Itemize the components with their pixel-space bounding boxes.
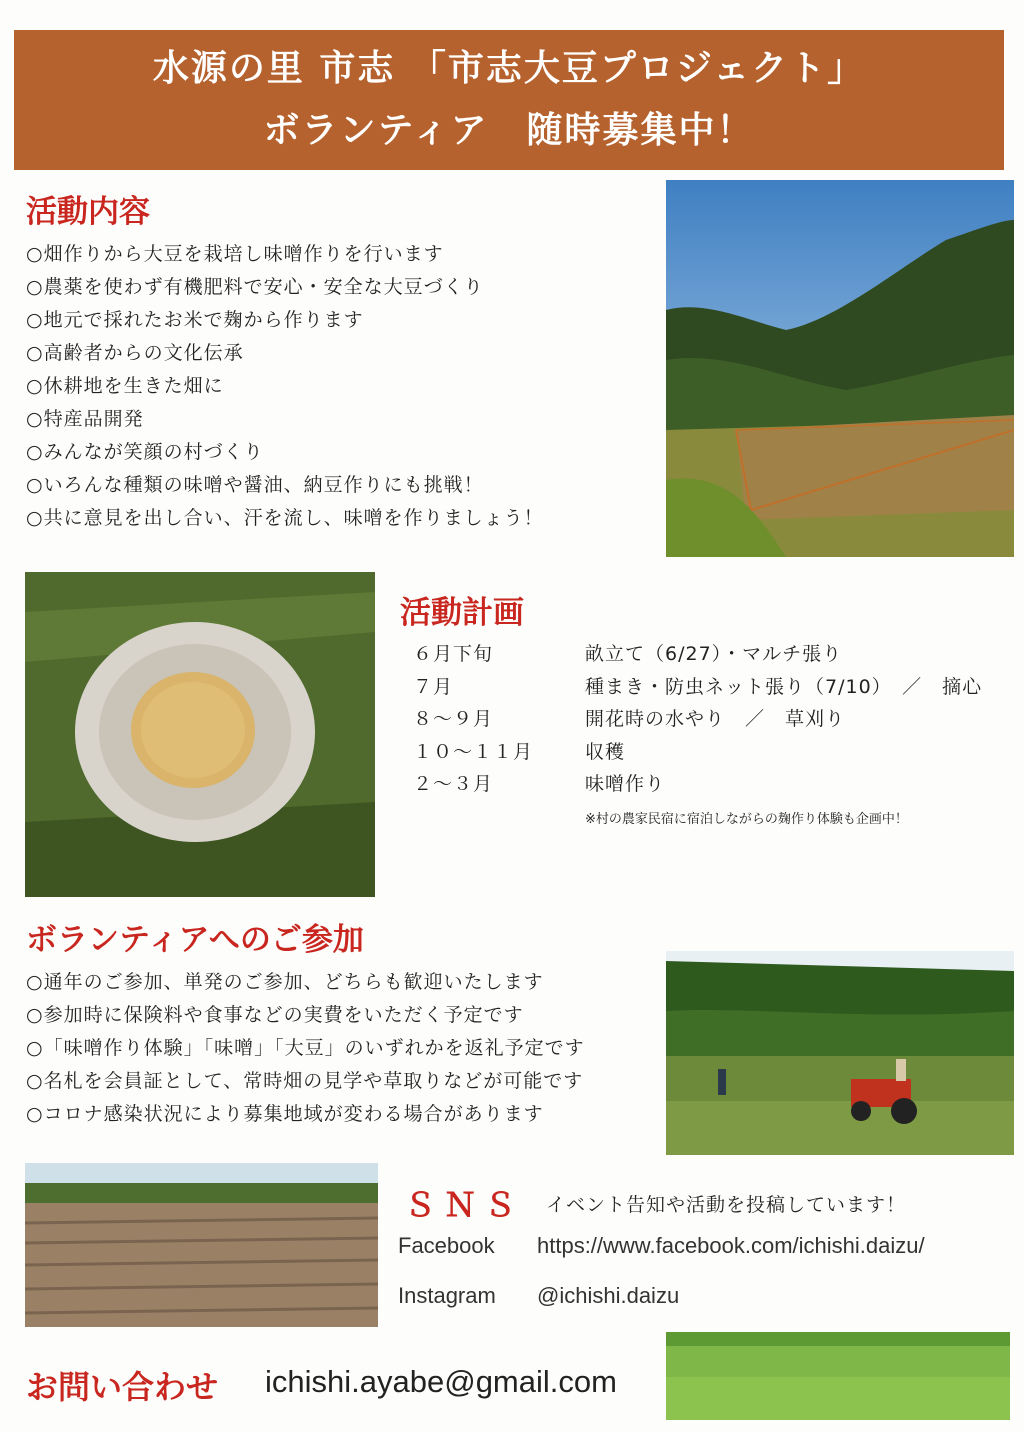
sns-description: イベント告知や活動を投稿しています！ <box>546 1194 907 1216</box>
sns-heading: ＳＮＳ <box>404 1186 525 1224</box>
tractor-photo <box>666 951 1014 1155</box>
activity-item: ○いろんな種類の味噌や醤油、納豆作りにも挑戦！ <box>26 474 484 496</box>
plan-month: １０～１１月 <box>413 740 534 763</box>
plan-task: 畝立て（6/27）・マルチ張り <box>585 643 843 665</box>
activity-item: ○共に意見を出し合い、汗を流し、味噌を作りましょう！ <box>26 507 544 529</box>
volunteer-list <box>26 966 585 1131</box>
volunteer-item: ○名札を会員証として、常時畑の見学や草取りなどが可能です <box>26 1070 584 1092</box>
volunteer-item: ○参加時に保険料や食事などの実費をいただく予定です <box>26 1004 524 1026</box>
plan-row <box>413 703 982 736</box>
plan-task: 味噌作り <box>585 773 666 795</box>
plan-task: 収穫 <box>585 740 626 763</box>
grass-field-photo <box>666 1332 1010 1420</box>
plan-month: ６月下旬 <box>413 643 494 665</box>
banner-subtitle: ボランティア 随時募集中！ <box>263 110 755 151</box>
activity-item: ○農薬を使わず有機肥料で安心・安全な大豆づくり <box>26 276 484 298</box>
volunteer-item: ○コロナ感染状況により募集地域が変わる場合があります <box>26 1103 544 1125</box>
activity-item: ○高齢者からの文化伝承 <box>26 342 244 364</box>
plan-month: ８～９月 <box>413 708 494 730</box>
plan-note: ※村の農家民宿に宿泊しながらの麹作り体験も企画中！ <box>585 812 908 827</box>
plan-month: ２～３月 <box>413 773 494 795</box>
plan-row <box>413 671 982 704</box>
plan-row <box>413 638 982 671</box>
field-photo <box>666 180 1014 557</box>
plan-heading: 活動計画 <box>400 595 524 631</box>
plan-schedule <box>413 638 982 801</box>
plan-row <box>413 768 982 801</box>
volunteer-item: ○「味噌作り体験」「味噌」「大豆」のいずれかを返礼予定です <box>26 1037 585 1059</box>
activities-heading: 活動内容 <box>26 194 150 230</box>
instagram-label: Instagram <box>398 1283 496 1308</box>
volunteer-item: ○通年のご参加、単発のご参加、どちらも歓迎いたします <box>26 971 544 993</box>
title-banner <box>14 30 1004 170</box>
activities-list <box>26 238 544 535</box>
instagram-link[interactable]: @ichishi.daizu <box>537 1283 680 1308</box>
plan-month: ７月 <box>413 675 454 698</box>
volunteer-heading: ボランティアへのご参加 <box>26 922 364 958</box>
banner-title: 水源の里 市志 「市志大豆プロジェクト」 <box>152 48 866 89</box>
activity-item: ○地元で採れたお米で麹から作ります <box>26 309 364 331</box>
contact-email[interactable]: ichishi.ayabe@gmail.com <box>265 1364 617 1399</box>
activity-item: ○休耕地を生きた畑に <box>26 375 224 397</box>
soybeans-photo <box>25 572 375 897</box>
plan-row <box>413 736 982 769</box>
facebook-label: Facebook <box>398 1233 495 1258</box>
plowed-field-photo <box>25 1163 378 1327</box>
activity-item: ○畑作りから大豆を栽培し味噌作りを行います <box>26 243 444 265</box>
activity-item: ○特産品開発 <box>26 408 144 430</box>
facebook-link[interactable]: https://www.facebook.com/ichishi.daizu/ <box>537 1233 925 1258</box>
plan-task: 開花時の水やり ／ 草刈り <box>585 708 846 730</box>
contact-heading: お問い合わせ <box>26 1368 219 1406</box>
activity-item: ○みんなが笑顔の村づくり <box>26 441 264 463</box>
plan-task: 種まき・防虫ネット張り（7/10） ／ 摘心 <box>585 675 983 698</box>
